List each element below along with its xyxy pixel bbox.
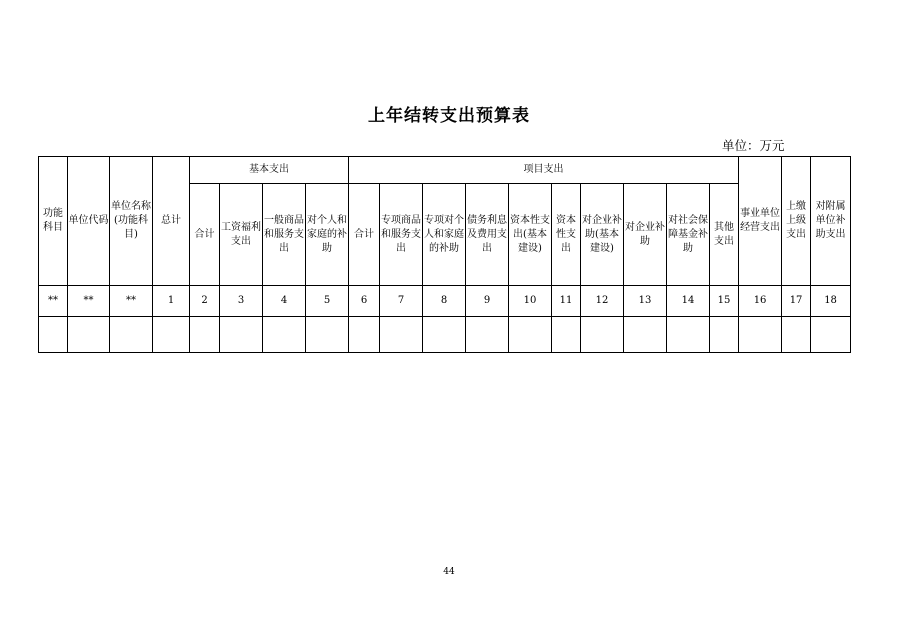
header-project-other: 其他支出	[710, 184, 739, 286]
index-cell: 1	[153, 286, 190, 317]
index-cell: 11	[552, 286, 581, 317]
empty-cell	[552, 317, 581, 353]
empty-cell	[306, 317, 349, 353]
header-project-social-security: 对社会保障基金补助	[667, 184, 710, 286]
header-business-expenditure: 事业单位经营支出	[739, 157, 782, 286]
empty-cell	[39, 317, 68, 353]
index-cell: 15	[710, 286, 739, 317]
empty-cell	[739, 317, 782, 353]
empty-cell	[220, 317, 263, 353]
header-basic-expenditure: 基本支出	[190, 157, 349, 184]
budget-table	[38, 156, 851, 353]
index-cell: 12	[581, 286, 624, 317]
header-unit-code: 单位代码	[68, 157, 110, 286]
empty-cell	[349, 317, 380, 353]
empty-cell	[68, 317, 110, 353]
index-cell: 4	[263, 286, 306, 317]
index-cell: 3	[220, 286, 263, 317]
empty-cell	[667, 317, 710, 353]
index-cell: 7	[380, 286, 423, 317]
header-unit-name: 单位名称(功能科目)	[110, 157, 153, 286]
empty-cell	[581, 317, 624, 353]
unit-label: 单位：万元	[722, 138, 785, 153]
page-number: 44	[443, 567, 455, 577]
header-project-subtotal: 合计	[349, 184, 380, 286]
index-cell: 13	[624, 286, 667, 317]
index-cell: 9	[466, 286, 509, 317]
index-cell: 5	[306, 286, 349, 317]
header-subsidiary-subsidy: 对附属单位补助支出	[811, 157, 851, 286]
empty-cell	[710, 317, 739, 353]
empty-cell	[263, 317, 306, 353]
empty-cell	[190, 317, 220, 353]
empty-cell	[782, 317, 811, 353]
empty-cell	[811, 317, 851, 353]
index-cell: 16	[739, 286, 782, 317]
header-project-enterprise-subsidy: 对企业补助	[624, 184, 667, 286]
header-total: 总计	[153, 157, 190, 286]
table-row-index	[39, 286, 851, 317]
header-basic-individual-subsidy: 对个人和家庭的补助	[306, 184, 349, 286]
empty-cell	[110, 317, 153, 353]
header-function-subject: 功能科目	[39, 157, 68, 286]
index-cell: 2	[190, 286, 220, 317]
index-cell: **	[68, 286, 110, 317]
index-cell: 14	[667, 286, 710, 317]
index-cell: 8	[423, 286, 466, 317]
header-basic-wages: 工资福利支出	[220, 184, 263, 286]
table-row-empty	[39, 317, 851, 353]
header-upper-level-payment: 上缴上级支出	[782, 157, 811, 286]
index-cell: 17	[782, 286, 811, 317]
empty-cell	[466, 317, 509, 353]
index-cell: **	[39, 286, 68, 317]
empty-cell	[423, 317, 466, 353]
index-cell: 10	[509, 286, 552, 317]
empty-cell	[380, 317, 423, 353]
header-project-goods-services: 专项商品和服务支出	[380, 184, 423, 286]
header-project-capital: 资本性支出	[552, 184, 581, 286]
header-project-capital-construction: 资本性支出(基本建设)	[509, 184, 552, 286]
header-project-expenditure: 项目支出	[349, 157, 739, 184]
header-basic-subtotal: 合计	[190, 184, 220, 286]
empty-cell	[153, 317, 190, 353]
index-cell: 18	[811, 286, 851, 317]
header-project-individual-subsidy: 专项对个人和家庭的补助	[423, 184, 466, 286]
header-basic-goods-services: 一般商品和服务支出	[263, 184, 306, 286]
header-project-debt-interest: 债务利息及费用支出	[466, 184, 509, 286]
index-cell: **	[110, 286, 153, 317]
empty-cell	[509, 317, 552, 353]
header-project-enterprise-construction: 对企业补助(基本建设)	[581, 184, 624, 286]
index-cell: 6	[349, 286, 380, 317]
empty-cell	[624, 317, 667, 353]
page-title: 上年结转支出预算表	[368, 106, 530, 126]
